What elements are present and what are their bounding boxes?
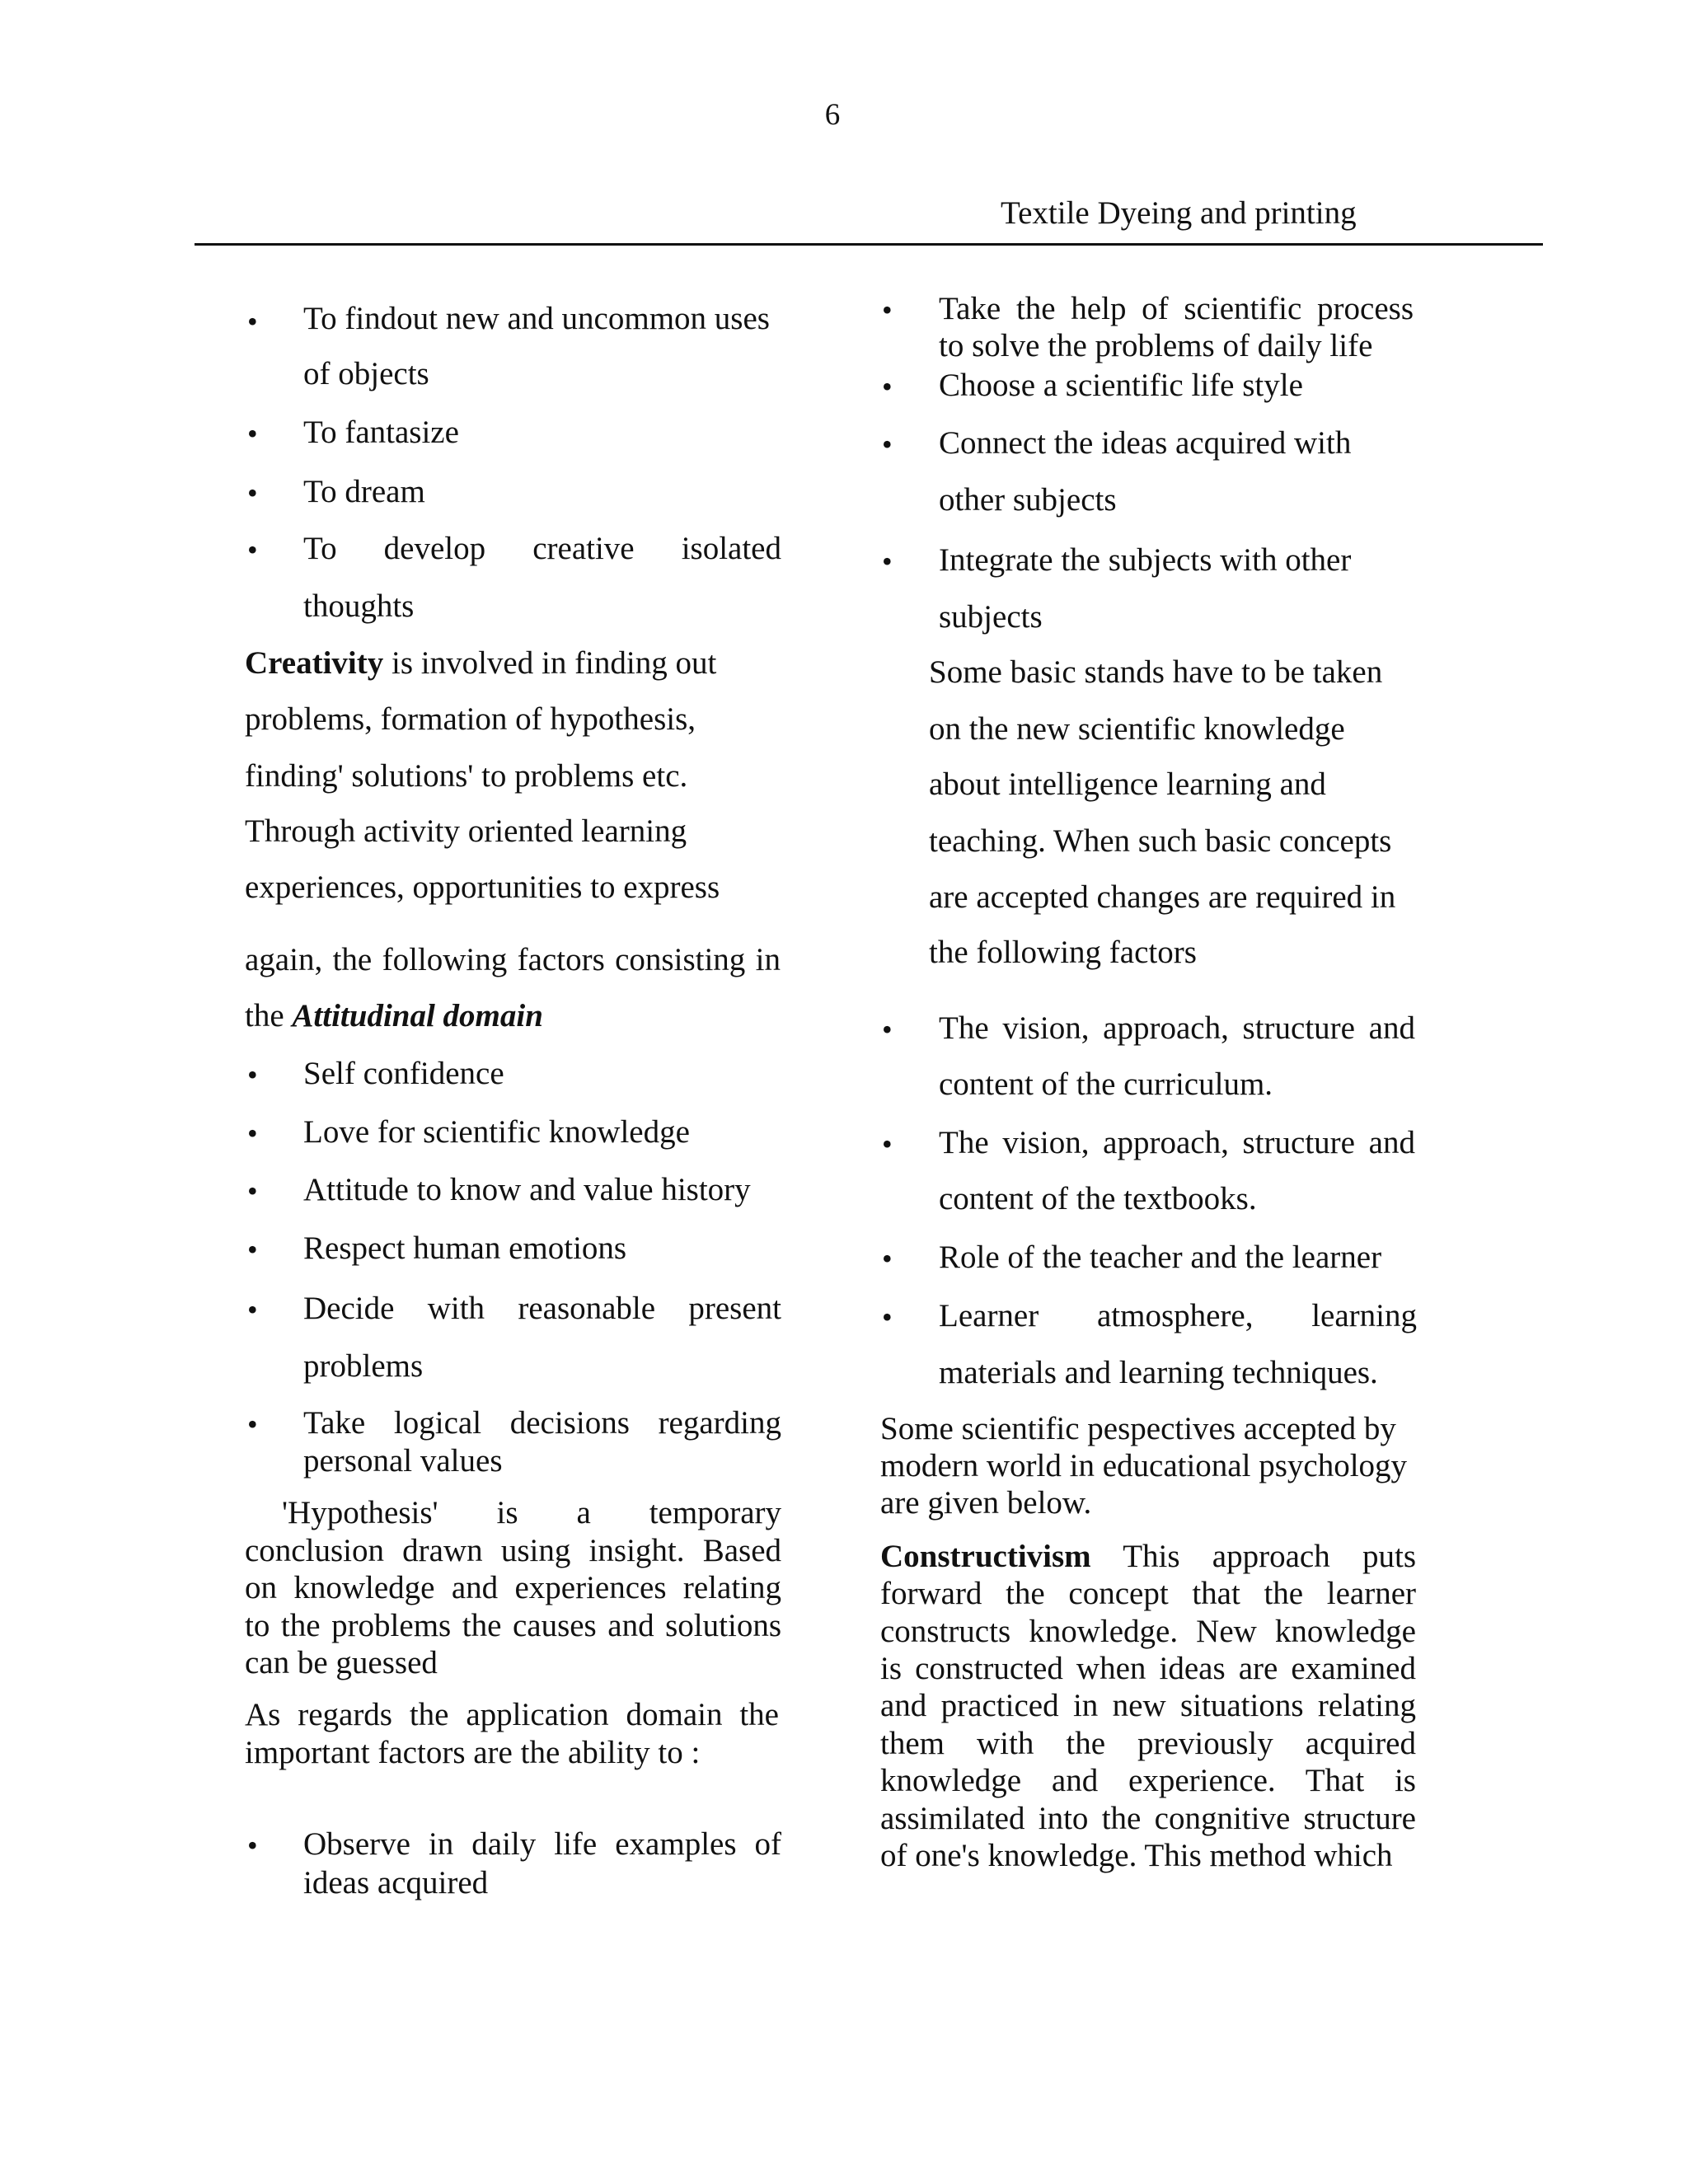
list-item-continuation: content of the textbooks. [939,1181,1257,1216]
list-item: Take logical decisions regarding [303,1405,781,1441]
list-item: Self confidence [303,1056,504,1091]
hypothesis-paragraph-line: 'Hypothesis' is a temporary [282,1495,781,1530]
bullet: • [882,545,893,578]
list-item-continuation: ideas acquired [303,1865,489,1900]
stands-paragraph-line: are accepted changes are required in [929,879,1396,915]
stands-paragraph-line: the following factors [929,935,1197,970]
page-number: 6 [824,98,841,132]
bullet: • [247,1829,258,1862]
bullet: • [247,1408,258,1441]
creativity-paragraph-line: experiences, opportunities to express [245,869,720,905]
hypothesis-paragraph-line: conclusion drawn using insight. Based [245,1533,781,1568]
list-item-continuation: thoughts [303,588,415,624]
perspectives-paragraph-line: Some scientific pespectives accepted by [880,1411,1396,1446]
list-item: Connect the ideas acquired with [939,425,1352,461]
hypothesis-paragraph-line: to the problems the causes and solutions [245,1608,781,1643]
bullet: • [247,417,258,450]
list-item: The vision, approach, structure and [939,1125,1415,1160]
bullet: • [247,1117,258,1150]
hypothesis-paragraph-line: on knowledge and experiences relating [245,1570,781,1605]
attitudinal-domain-term: Attitudinal domain [292,998,543,1033]
list-item: To develop creative isolated [303,531,781,566]
stands-paragraph-line: teaching. When such basic concepts [929,823,1392,859]
application-paragraph-line: important factors are the ability to : [245,1735,701,1770]
stands-paragraph-line: Some basic stands have to be taken [929,654,1383,690]
constructivism-paragraph-line: of one's knowledge. This method which [880,1838,1393,1873]
application-paragraph-line: As regards the application domain the [245,1697,779,1732]
constructivism-paragraph-line: them with the previously acquired [880,1726,1416,1761]
attitudinal-intro-line: again, the following factors consisting in [245,942,781,977]
list-item-continuation: personal values [303,1443,503,1479]
bullet: • [882,293,893,326]
constructivism-paragraph-line: constructs knowledge. New knowledge [880,1614,1416,1649]
list-item: Love for scientific knowledge [303,1114,690,1150]
constructivism-term: Constructivism [880,1539,1091,1574]
list-item-continuation: to solve the problems of daily life [939,328,1373,363]
list-item-continuation: of objects [303,356,429,391]
list-item-continuation: problems [303,1348,424,1384]
bullet: • [882,1013,893,1046]
bullet: • [247,1293,258,1326]
list-item-continuation: subjects [939,599,1043,635]
bullet: • [247,1174,258,1207]
stands-paragraph-line: about intelligence learning and [929,766,1326,802]
list-item-continuation: materials and learning techniques. [939,1355,1378,1390]
attitudinal-intro-line: the Attitudinal domain [245,998,543,1033]
list-item: Integrate the subjects with other [939,542,1352,578]
constructivism-paragraph-line: assimilated into the congnitive structure [880,1801,1416,1836]
list-item: To findout new and uncommon uses [303,301,770,336]
creativity-paragraph-line: Creativity is involved in finding out [245,645,717,681]
bullet: • [247,476,258,509]
list-item: To dream [303,474,425,509]
bullet: • [882,370,893,403]
list-item: To fantasize [303,415,459,450]
bullet: • [247,305,258,338]
list-item: Choose a scientific life style [939,368,1303,403]
bullet: • [882,1242,893,1275]
creativity-paragraph-line: finding' solutions' to problems etc. [245,758,688,794]
bullet: • [247,533,258,566]
constructivism-paragraph-line: Constructivism This approach puts [880,1539,1416,1574]
creativity-paragraph-line: problems, formation of hypothesis, [245,701,696,737]
perspectives-paragraph-line: are given below. [880,1485,1092,1521]
list-item-continuation: content of the curriculum. [939,1066,1273,1102]
creativity-paragraph-line: Through activity oriented learning [245,813,687,849]
list-item: Attitude to know and value history [303,1172,751,1207]
constructivism-paragraph-line: knowledge and experience. That is [880,1763,1416,1798]
creativity-term: Creativity [245,645,384,681]
constructivism-paragraph-line: forward the concept that the learner [880,1576,1416,1611]
bullet: • [882,428,893,461]
list-item-continuation: other subjects [939,482,1117,518]
list-item: Learner atmosphere, learning [939,1298,1417,1333]
bullet: • [247,1058,258,1091]
bullet: • [882,1127,893,1160]
list-item: The vision, approach, structure and [939,1010,1415,1046]
header-rule [195,243,1543,246]
hypothesis-paragraph-line: can be guessed [245,1645,438,1680]
stands-paragraph-line: on the new scientific knowledge [929,711,1345,747]
list-item: Take the help of scientific process [939,291,1414,326]
perspectives-paragraph-line: modern world in educational psychology [880,1448,1408,1483]
list-item: Respect human emotions [303,1230,627,1266]
list-item: Role of the teacher and the learner [939,1240,1382,1275]
running-header: Textile Dyeing and printing [1001,195,1357,231]
bullet: • [882,1301,893,1333]
constructivism-paragraph-line: and practiced in new situations relating [880,1688,1416,1723]
constructivism-paragraph-line: is constructed when ideas are examined [880,1651,1416,1686]
list-item: Decide with reasonable present [303,1291,781,1326]
bullet: • [247,1233,258,1266]
list-item: Observe in daily life examples of [303,1826,781,1862]
